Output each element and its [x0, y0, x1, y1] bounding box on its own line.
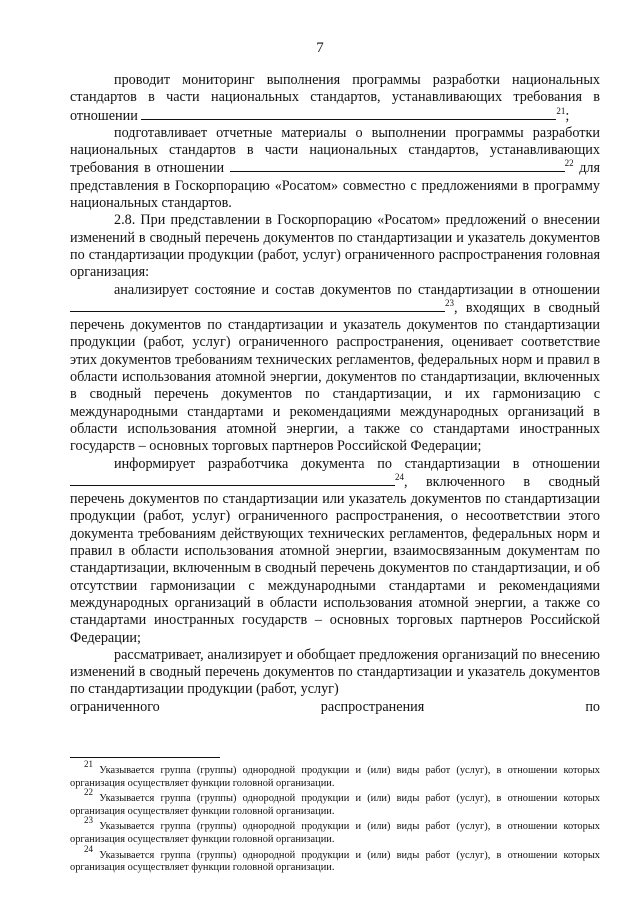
- paragraph-monitoring: [70, 72, 600, 125]
- paragraph-text: 2.8. При представлении в Госкорпорацию «Росатом» предложений о внесении изменений в сводный перечень документов по стандартизации и указатель документов по стандартизации продукции (работ, услуг) ограниченного распространения головная организация:: [70, 212, 600, 281]
- footnote-ref: 23: [445, 297, 454, 308]
- paragraph-text: распространения: [320, 698, 425, 715]
- footnote-number: 23: [84, 815, 93, 826]
- footnote-text: Указывается группа (группы) однородной продукции и (или) виды работ (услуг), в отношении которых организация осуществляет функции головной организации.: [70, 821, 600, 845]
- paragraph-2-8: [70, 212, 600, 281]
- blank-fill-line: [70, 473, 395, 486]
- footnote-text: Указывается группа (группы) однородной продукции и (или) виды работ (услуг), в отношении которых организация осуществляет функции головной организации.: [70, 849, 600, 874]
- footnote-ref: 24: [395, 471, 404, 482]
- blank-fill-line: [70, 299, 445, 312]
- paragraph-text: проводит мониторинг выполнения программы разработки национальных стандартов в части национальных стандартов, устанавливающих требования в отношении: [70, 72, 600, 124]
- paragraph-text: , входящих в сводный перечень документов по стандартизации и указатель документов по стандартизации продукции (работ, услуг) ограниченного распространения, оценивает соответствие этих документов требованиям технических регламентов, федеральных норм и правил в области использования атомной энергии, документов по стандартизации, включенных в сводный перечень документов по стандартизации, и их гармонизацию с международными стандартами и рекомендациями международных организаций в области использования атомной энергии, а также со стандартами иностранных государств – основных торговых партнеров Российской Федерации;: [70, 299, 600, 455]
- footnote-item: [70, 843, 600, 875]
- footnote-item: [70, 815, 600, 846]
- paragraph-text: для представления в Госкорпорацию «Росатом» совместно с предложениями в программу национальных стандартов.: [70, 160, 601, 212]
- paragraph-considers: [70, 647, 600, 699]
- footnote-ref: 21: [556, 105, 566, 116]
- paragraph-text: рассматривает, анализирует и обобщает предложения организаций по внесению изменений в сводный перечень документов по стандартизации и указатель документов по стандартизации продукции (работ, услуг): [70, 646, 600, 698]
- paragraph-text: ограниченного: [70, 698, 160, 715]
- footnote-ref: 22: [564, 158, 574, 169]
- document-body: [70, 72, 600, 716]
- paragraph-informs: [70, 456, 600, 647]
- footnote-number: 22: [84, 787, 93, 798]
- blank-fill-line: [141, 107, 556, 120]
- paragraph-text: , включенного в сводный перечень документов по стандартизации или указатель документов по стандартизации продукции (работ, услуг) ограниченного распространения, о несоответствии этого документа требованиям действующих технических регламентов, федеральных норм и правил в области использования атомной энергии, взаимосвязанным документам по стандартизации, включенным в сводный перечень документов по стандартизации, и об отсутствии гармонизации с международными стандартами и рекомендациями международных организаций в области использования атомной энергии, а также со стандартами иностранных государств – основных торговых партнеров Российской Федерации;: [70, 473, 600, 646]
- footnote-number: 21: [84, 759, 93, 769]
- paragraph-considers-last-line: [70, 699, 600, 716]
- footnote-number: 24: [84, 843, 93, 854]
- paragraph-text: по: [585, 698, 600, 715]
- paragraph-reporting: [70, 125, 600, 212]
- footnote-item: [70, 787, 600, 818]
- paragraph-text: анализирует состояние и состав документов по стандартизации в отношении: [114, 281, 600, 298]
- blank-fill-line: [230, 159, 565, 172]
- paragraph-analyzes: [70, 282, 600, 456]
- page-number: 7: [316, 40, 324, 56]
- footnote-text: Указывается группа (группы) однородной продукции и (или) виды работ (услуг), в отношении которых организация осуществляет функции головной организации.: [70, 793, 600, 817]
- paragraph-text: ;: [565, 107, 570, 124]
- footnote-item: [70, 759, 600, 790]
- paragraph-text: подготавливает отчетные материалы о выполнении программы разработки национальных стандартов в части национальных стандартов, устанавливающих требования в отношении: [70, 124, 600, 177]
- footnote-text: Указывается группа (группы) однородной продукции и (или) виды работ (услуг), в отношении которых организация осуществляет функции головной организации.: [70, 765, 600, 789]
- footnotes: [70, 759, 600, 877]
- paragraph-text: информирует разработчика документа по стандартизации в отношении: [114, 455, 600, 472]
- footnote-separator: [70, 757, 220, 758]
